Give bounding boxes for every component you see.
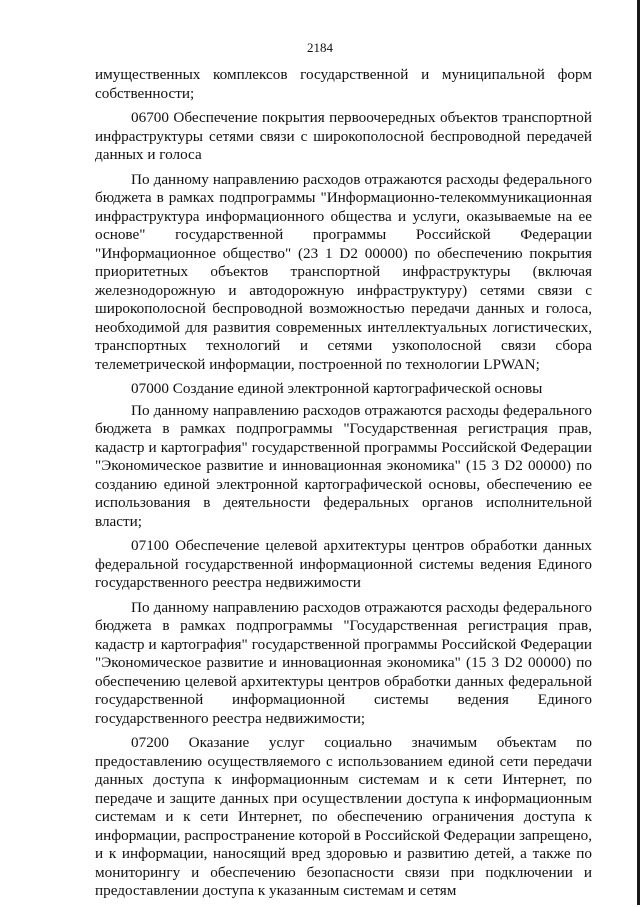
page-number: 2184 [307, 40, 333, 55]
paragraph-07100-heading: 07100 Обеспечение целевой архитектуры центров обработки данных федеральной государственной информационной системы ведения Единого государственного реестра недвижимости [95, 537, 592, 591]
paragraph-continuation: имущественных комплексов государственной и муниципальной форм собственности; [95, 66, 592, 102]
paragraph-07200-heading: 07200 Оказание услуг социально значимым объектам по предоставлению осуществляемого с использованием единой сети передачи данных доступа к информационным системам и к сети Интернет, по передаче и защите данных при осуществлении доступа к информационным системам и к сети Интернет, по обеспечению ограничения доступа к информации, распространение которой в Российской Федерации запрещено, и к информации, наносящий вред здоровью и развитию детей, а также по мониторингу и обеспечению безопасности связи при подключении и предоставлении доступа к указанным системам и сетям [95, 734, 592, 899]
paragraph-06700-description: По данному направлению расходов отражаются расходы федерального бюджета в рамках подпрограммы "Информационно-телекоммуникационная инфраструктура информационного общества и услуги, оказываемые на ее основе" государственной программы Российской Федерации "Информационное общество" (23 1 D2 00000) по обеспечению покрытия приоритетных объектов транспортной инфраструктуры (включая железнодорожную и автодорожную инфраструктуру) сетями связи с широкополосной беспроводной возможностью передачи данных и голоса, необходимой для развития современных интеллектуальных логистических, транспортных технологий и сетями узкополосной связи сбора телеметрической информации, построенной по технологии LPWAN; [95, 170, 592, 373]
document-body [95, 66, 592, 907]
paragraph-07100-description: По данному направлению расходов отражаются расходы федерального бюджета в рамках подпрограммы "Государственная регистрация прав, кадастр и картография" государственной программы Российской Федерации "Экономическое развитие и инновационная экономика" (15 3 D2 00000) по обеспечению целевой архитектуры центров обработки данных федеральной государственной информационной системы ведения Единого государственного реестра недвижимости; [95, 598, 592, 727]
paragraph-07000-description: По данному направлению расходов отражаются расходы федерального бюджета в рамках подпрограммы "Государственная регистрация прав, кадастр и картография" государственной программы Российской Федерации "Экономическое развитие и инновационная экономика" (15 3 D2 00000) по созданию единой электронной картографической основы, обеспечению ее использования в деятельности федеральных органов исполнительной власти; [95, 401, 592, 530]
paragraph-06700-heading: 06700 Обеспечение покрытия первоочередных объектов транспортной инфраструктуры сетями связи с широкополосной беспроводной передачей данных и голоса [95, 109, 592, 163]
paragraph-07000-heading: 07000 Создание единой электронной картографической основы [131, 380, 543, 397]
